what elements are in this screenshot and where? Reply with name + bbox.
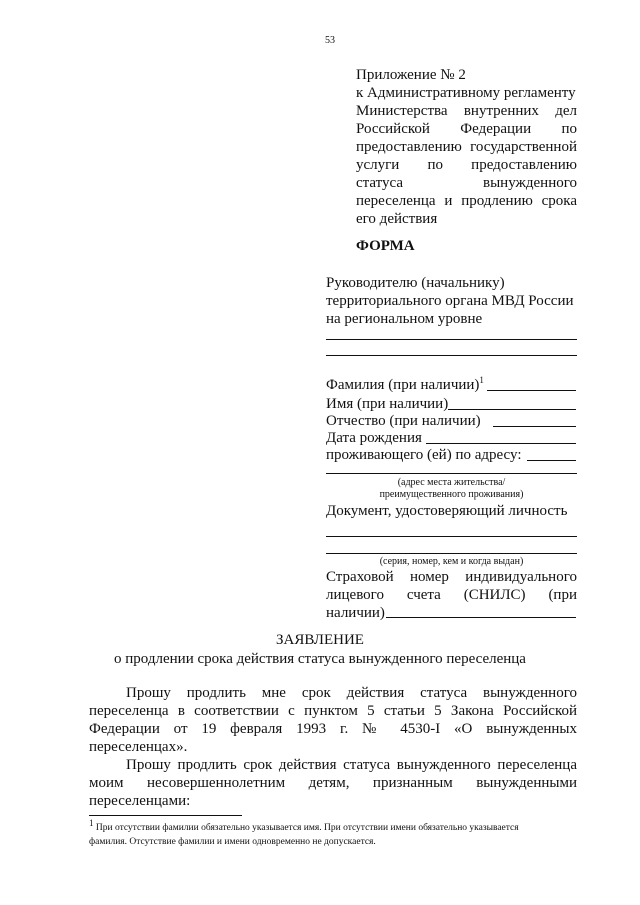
document-field[interactable] [326, 536, 577, 537]
appendix-line: к Административному регламенту [356, 85, 576, 101]
birth-date-label: Дата рождения [326, 430, 422, 446]
address-hint: (адрес места жительства/ [397, 477, 506, 488]
appendix-line: услуги по предоставлению [356, 157, 577, 173]
appendix-block [356, 66, 577, 228]
document-label: Документ, удостоверяющий личность [326, 503, 568, 519]
appendix-line: статуса вынужденного [356, 175, 577, 191]
addressee-block [326, 274, 574, 328]
footnote-text: При отсутствии фамилии обязательно указывается имя. При отсутствии имени обязательно указывается [95, 823, 519, 833]
surname-label-text: Фамилия (при наличии) [326, 377, 480, 393]
residence-label: проживающего (ей) по адресу: [326, 447, 522, 463]
page-number: 53 [325, 35, 335, 46]
snils-line: Страховой номер индивидуального [326, 569, 577, 585]
addressee-line: Руководителю (начальнику) [326, 275, 505, 291]
appendix-line: его действия [356, 211, 438, 227]
statement-paragraph-1 [89, 684, 577, 756]
snils-block [326, 568, 577, 622]
footnote-ref: 1 [479, 375, 484, 385]
addressee-blank-line[interactable] [326, 339, 577, 340]
addressee-blank-line[interactable] [326, 355, 577, 356]
surname-label [326, 376, 484, 394]
address-field[interactable] [326, 473, 577, 474]
footnote-line [89, 817, 577, 835]
paragraph-line: переселенца в соответствии с пунктом 5 статьи 5 Закона Российской [89, 703, 577, 719]
birth-date-field[interactable] [426, 443, 576, 444]
form-label: ФОРМА [356, 238, 415, 254]
addressee-line: на региональном уровне [326, 311, 483, 327]
footnote-mark: 1 [89, 817, 94, 828]
footnote [89, 817, 577, 849]
paragraph-line: Прошу продлить срок действия статуса вынужденного переселенца [126, 757, 577, 773]
appendix-line: Министерства внутренних дел [356, 103, 577, 119]
name-field[interactable] [448, 409, 576, 410]
statement-title: ЗАЯВЛЕНИЕ [276, 632, 364, 648]
document-field[interactable] [326, 553, 577, 554]
paragraph-line: моим несовершеннолетним детям, признанным вынужденными [89, 775, 577, 791]
addressee-line: территориального органа МВД России [326, 293, 574, 309]
snils-line: наличии) [326, 605, 385, 621]
footnote-line: фамилия. Отсутствие фамилии и имени одновременно не допускается. [89, 837, 376, 847]
footnote-separator [89, 815, 242, 816]
appendix-line: Российской Федерации по [356, 121, 577, 137]
address-hint: преимущественного проживания) [379, 489, 524, 500]
paragraph-line: переселенцами: [89, 793, 191, 809]
snils-line: лицевого счета (СНИЛС) (при [326, 587, 577, 603]
appendix-line: переселенца и продлению срока [356, 193, 577, 209]
appendix-title: Приложение № 2 [356, 67, 466, 83]
statement-paragraph-2 [89, 756, 577, 810]
surname-field[interactable] [487, 390, 576, 391]
appendix-line: предоставлению государственной [356, 139, 577, 155]
statement-subtitle: о продлении срока действия статуса вынужденного переселенца [114, 651, 526, 667]
paragraph-line: Прошу продлить мне срок действия статуса вынужденного [126, 685, 577, 701]
paragraph-line: переселенцах». [89, 739, 188, 755]
paragraph-line: Федерации от 19 февраля 1993 г. № 4530-I «О вынужденных [89, 721, 577, 737]
patronymic-field[interactable] [493, 426, 576, 427]
document-hint: (серия, номер, кем и когда выдан) [379, 556, 524, 567]
snils-field[interactable] [386, 617, 576, 618]
patronymic-label: Отчество (при наличии) [326, 413, 481, 429]
name-label: Имя (при наличии) [326, 396, 449, 412]
residence-field[interactable] [527, 460, 576, 461]
